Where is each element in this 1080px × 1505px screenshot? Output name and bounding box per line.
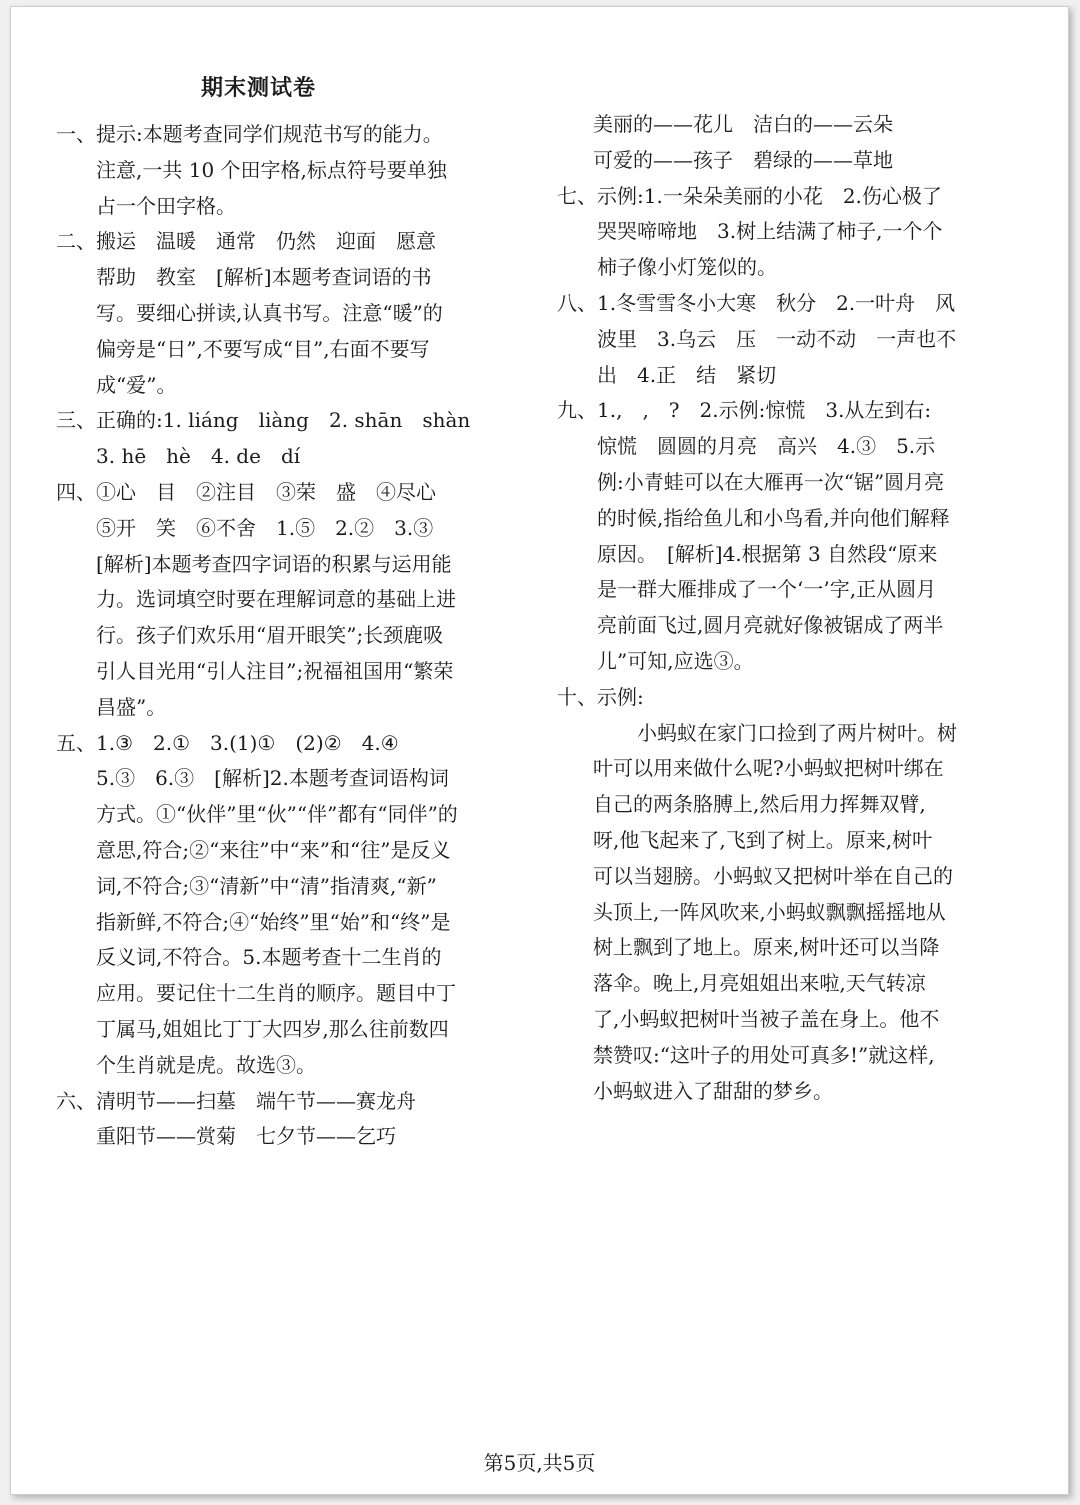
answer-line: 出 4.正 结 紧切 bbox=[597, 362, 777, 387]
question-number: 七、 bbox=[557, 183, 597, 208]
answer-line: 指新鲜,不符合;④“始终”里“始”和“终”是 bbox=[96, 909, 451, 934]
answer-line: 提示:本题考查同学们规范书写的能力。 bbox=[96, 122, 443, 146]
question-item bbox=[56, 726, 511, 1084]
answer-line: 可爱的——孩子 碧绿的——草地 bbox=[593, 147, 893, 172]
essay-line: 自己的两条胳膊上,然后用力挥舞双臂, bbox=[593, 792, 926, 817]
answer-line: 力。选词填空时要在理解词意的基础上进 bbox=[96, 587, 456, 612]
question-item bbox=[56, 224, 511, 403]
answer-line: 1.③ 2.① 3.(1)① (2)② 4.④ bbox=[96, 730, 399, 755]
page-title: 期末测试卷 bbox=[201, 75, 317, 101]
essay-block bbox=[557, 716, 1017, 1110]
answer-text bbox=[96, 117, 511, 224]
answer-line: 是一群大雁排成了一个‘一’字,正从圆月 bbox=[597, 577, 937, 602]
essay-line: 小蚂蚁进入了甜甜的梦乡。 bbox=[593, 1078, 833, 1103]
answer-line: 引人目光用“引人注目”;祝福祖国用“繁荣 bbox=[96, 658, 454, 683]
answer-text bbox=[597, 680, 1017, 716]
question-item bbox=[56, 403, 511, 475]
question-item bbox=[557, 680, 1017, 716]
answer-line: 丁属马,姐姐比丁丁大四岁,那么往前数四 bbox=[96, 1016, 449, 1041]
answer-line: 帮助 教室 [解析]本题考查词语的书 bbox=[96, 265, 432, 290]
answer-line: 偏旁是“日”,不要写成“目”,右面不要写 bbox=[96, 336, 430, 361]
question-number: 三、 bbox=[56, 408, 96, 433]
question-number: 六、 bbox=[56, 1088, 96, 1113]
answer-text bbox=[96, 475, 511, 726]
question-number: 一、 bbox=[56, 122, 96, 146]
answer-line: 反义词,不符合。5.本题考查十二生肖的 bbox=[96, 945, 442, 970]
answer-line: 儿”可知,应选③。 bbox=[597, 648, 754, 673]
answer-text bbox=[597, 179, 1017, 286]
essay-line: 小蚂蚁在家门口捡到了两片树叶。树 bbox=[637, 720, 957, 745]
answer-line: 正确的:1. liáng liàng 2. shān shàn bbox=[96, 408, 471, 433]
answer-line: 柿子像小灯笼似的。 bbox=[597, 255, 777, 280]
answer-line: 5.③ 6.③ [解析]2.本题考查词语构词 bbox=[96, 766, 449, 791]
answer-text bbox=[96, 224, 511, 403]
question-number: 十、 bbox=[557, 684, 597, 709]
answer-text bbox=[96, 1084, 511, 1156]
answer-line: 例:小青蛙可以在大雁再一次“锯”圆月亮 bbox=[597, 469, 945, 494]
answer-line: 示例:1.一朵朵美丽的小花 2.伤心极了 bbox=[597, 183, 942, 208]
question-item bbox=[557, 393, 1017, 679]
answer-line: 方式。①“伙伴”里“伙”“伴”都有“同伴”的 bbox=[96, 802, 458, 827]
continuation-block bbox=[557, 107, 1017, 179]
right-items bbox=[557, 179, 1017, 716]
answer-line: ⑤开 笑 ⑥不舍 1.⑤ 2.② 3.③ bbox=[96, 515, 434, 540]
answer-line: 注意,一共 10 个田字格,标点符号要单独 bbox=[96, 157, 447, 182]
answer-line: 应用。要记住十二生肖的顺序。题目中丁 bbox=[96, 981, 456, 1006]
answer-line: 波里 3.乌云 压 一动不动 一声也不 bbox=[597, 326, 957, 351]
answer-line: 示例: bbox=[597, 684, 644, 709]
question-number: 九、 bbox=[557, 398, 597, 423]
answer-line: 惊慌 圆圆的月亮 高兴 4.③ 5.示 bbox=[597, 434, 936, 459]
question-number: 四、 bbox=[56, 479, 96, 504]
question-item bbox=[557, 179, 1017, 286]
answer-line: 昌盛”。 bbox=[96, 694, 167, 719]
answer-line: 哭哭啼啼地 3.树上结满了柿子,一个个 bbox=[597, 219, 943, 244]
question-number: 五、 bbox=[56, 730, 96, 755]
question-item bbox=[56, 475, 511, 726]
answer-text bbox=[597, 393, 1017, 679]
answer-text bbox=[96, 726, 511, 1084]
question-item bbox=[56, 117, 511, 224]
answer-line: 写。要细心拼读,认真书写。注意“暖”的 bbox=[96, 300, 443, 325]
question-number: 二、 bbox=[56, 229, 96, 254]
answer-line: 的时候,指给鱼儿和小鸟看,并向他们解释 bbox=[597, 505, 950, 530]
answer-line: 3. hē hè 4. de dí bbox=[96, 444, 301, 469]
essay-line: 树上飘到了地上。原来,树叶还可以当降 bbox=[593, 935, 940, 960]
question-item bbox=[56, 1084, 511, 1156]
answer-text bbox=[96, 403, 511, 475]
answer-line: 搬运 温暖 通常 仍然 迎面 愿意 bbox=[96, 229, 436, 254]
answer-line: 清明节——扫墓 端午节——赛龙舟 bbox=[96, 1088, 416, 1113]
answer-line: 成“爱”。 bbox=[96, 372, 177, 397]
answer-line: 原因。 [解析]4.根据第 3 自然段“原来 bbox=[597, 541, 938, 566]
answer-line: 词,不符合;③“清新”中“清”指清爽,“新” bbox=[96, 873, 437, 898]
answer-line: 行。孩子们欢乐用“眉开眼笑”;长颈鹿吸 bbox=[96, 623, 444, 648]
essay-line: 落伞。晚上,月亮姐姐出来啦,天气转凉 bbox=[593, 971, 926, 996]
essay-line: 头顶上,一阵风吹来,小蚂蚁飘飘摇摇地从 bbox=[593, 899, 946, 924]
right-column bbox=[557, 107, 1017, 1109]
question-number: 八、 bbox=[557, 290, 597, 315]
left-column bbox=[56, 117, 511, 1155]
essay-line: 呀,他飞起来了,飞到了树上。原来,树叶 bbox=[593, 827, 933, 852]
question-item bbox=[557, 286, 1017, 393]
essay-line: 叶可以用来做什么呢?小蚂蚁把树叶绑在 bbox=[593, 756, 944, 781]
answer-line: 个生肖就是虎。故选③。 bbox=[96, 1052, 316, 1077]
essay-line: 了,小蚂蚁把树叶当被子盖在身上。他不 bbox=[593, 1006, 940, 1031]
answer-line: 占一个田字格。 bbox=[96, 193, 236, 218]
answer-line: 1., , ? 2.示例:惊慌 3.从左到右: bbox=[597, 398, 932, 423]
answer-line: 美丽的——花儿 洁白的——云朵 bbox=[593, 112, 893, 136]
answer-line: 亮前面飞过,圆月亮就好像被锯成了两半 bbox=[597, 613, 944, 638]
answer-text bbox=[597, 286, 1017, 393]
answer-line: [解析]本题考查四字词语的积累与运用能 bbox=[96, 551, 452, 576]
answer-line: ①心 目 ②注目 ③荣 盛 ④尽心 bbox=[96, 479, 436, 504]
answer-page bbox=[10, 6, 1069, 1495]
essay-line: 禁赞叹:“这叶子的用处可真多!”就这样, bbox=[593, 1042, 935, 1067]
answer-line: 1.冬雪雪冬小大寒 秋分 2.一叶舟 风 bbox=[597, 290, 956, 315]
page-footer: 第5页,共5页 bbox=[483, 1451, 596, 1475]
answer-line: 重阳节——赏菊 七夕节——乞巧 bbox=[96, 1124, 396, 1149]
essay-line: 可以当翅膀。小蚂蚁又把树叶举在自己的 bbox=[593, 863, 953, 888]
answer-line: 意思,符合;②“来往”中“来”和“往”是反义 bbox=[96, 837, 451, 862]
